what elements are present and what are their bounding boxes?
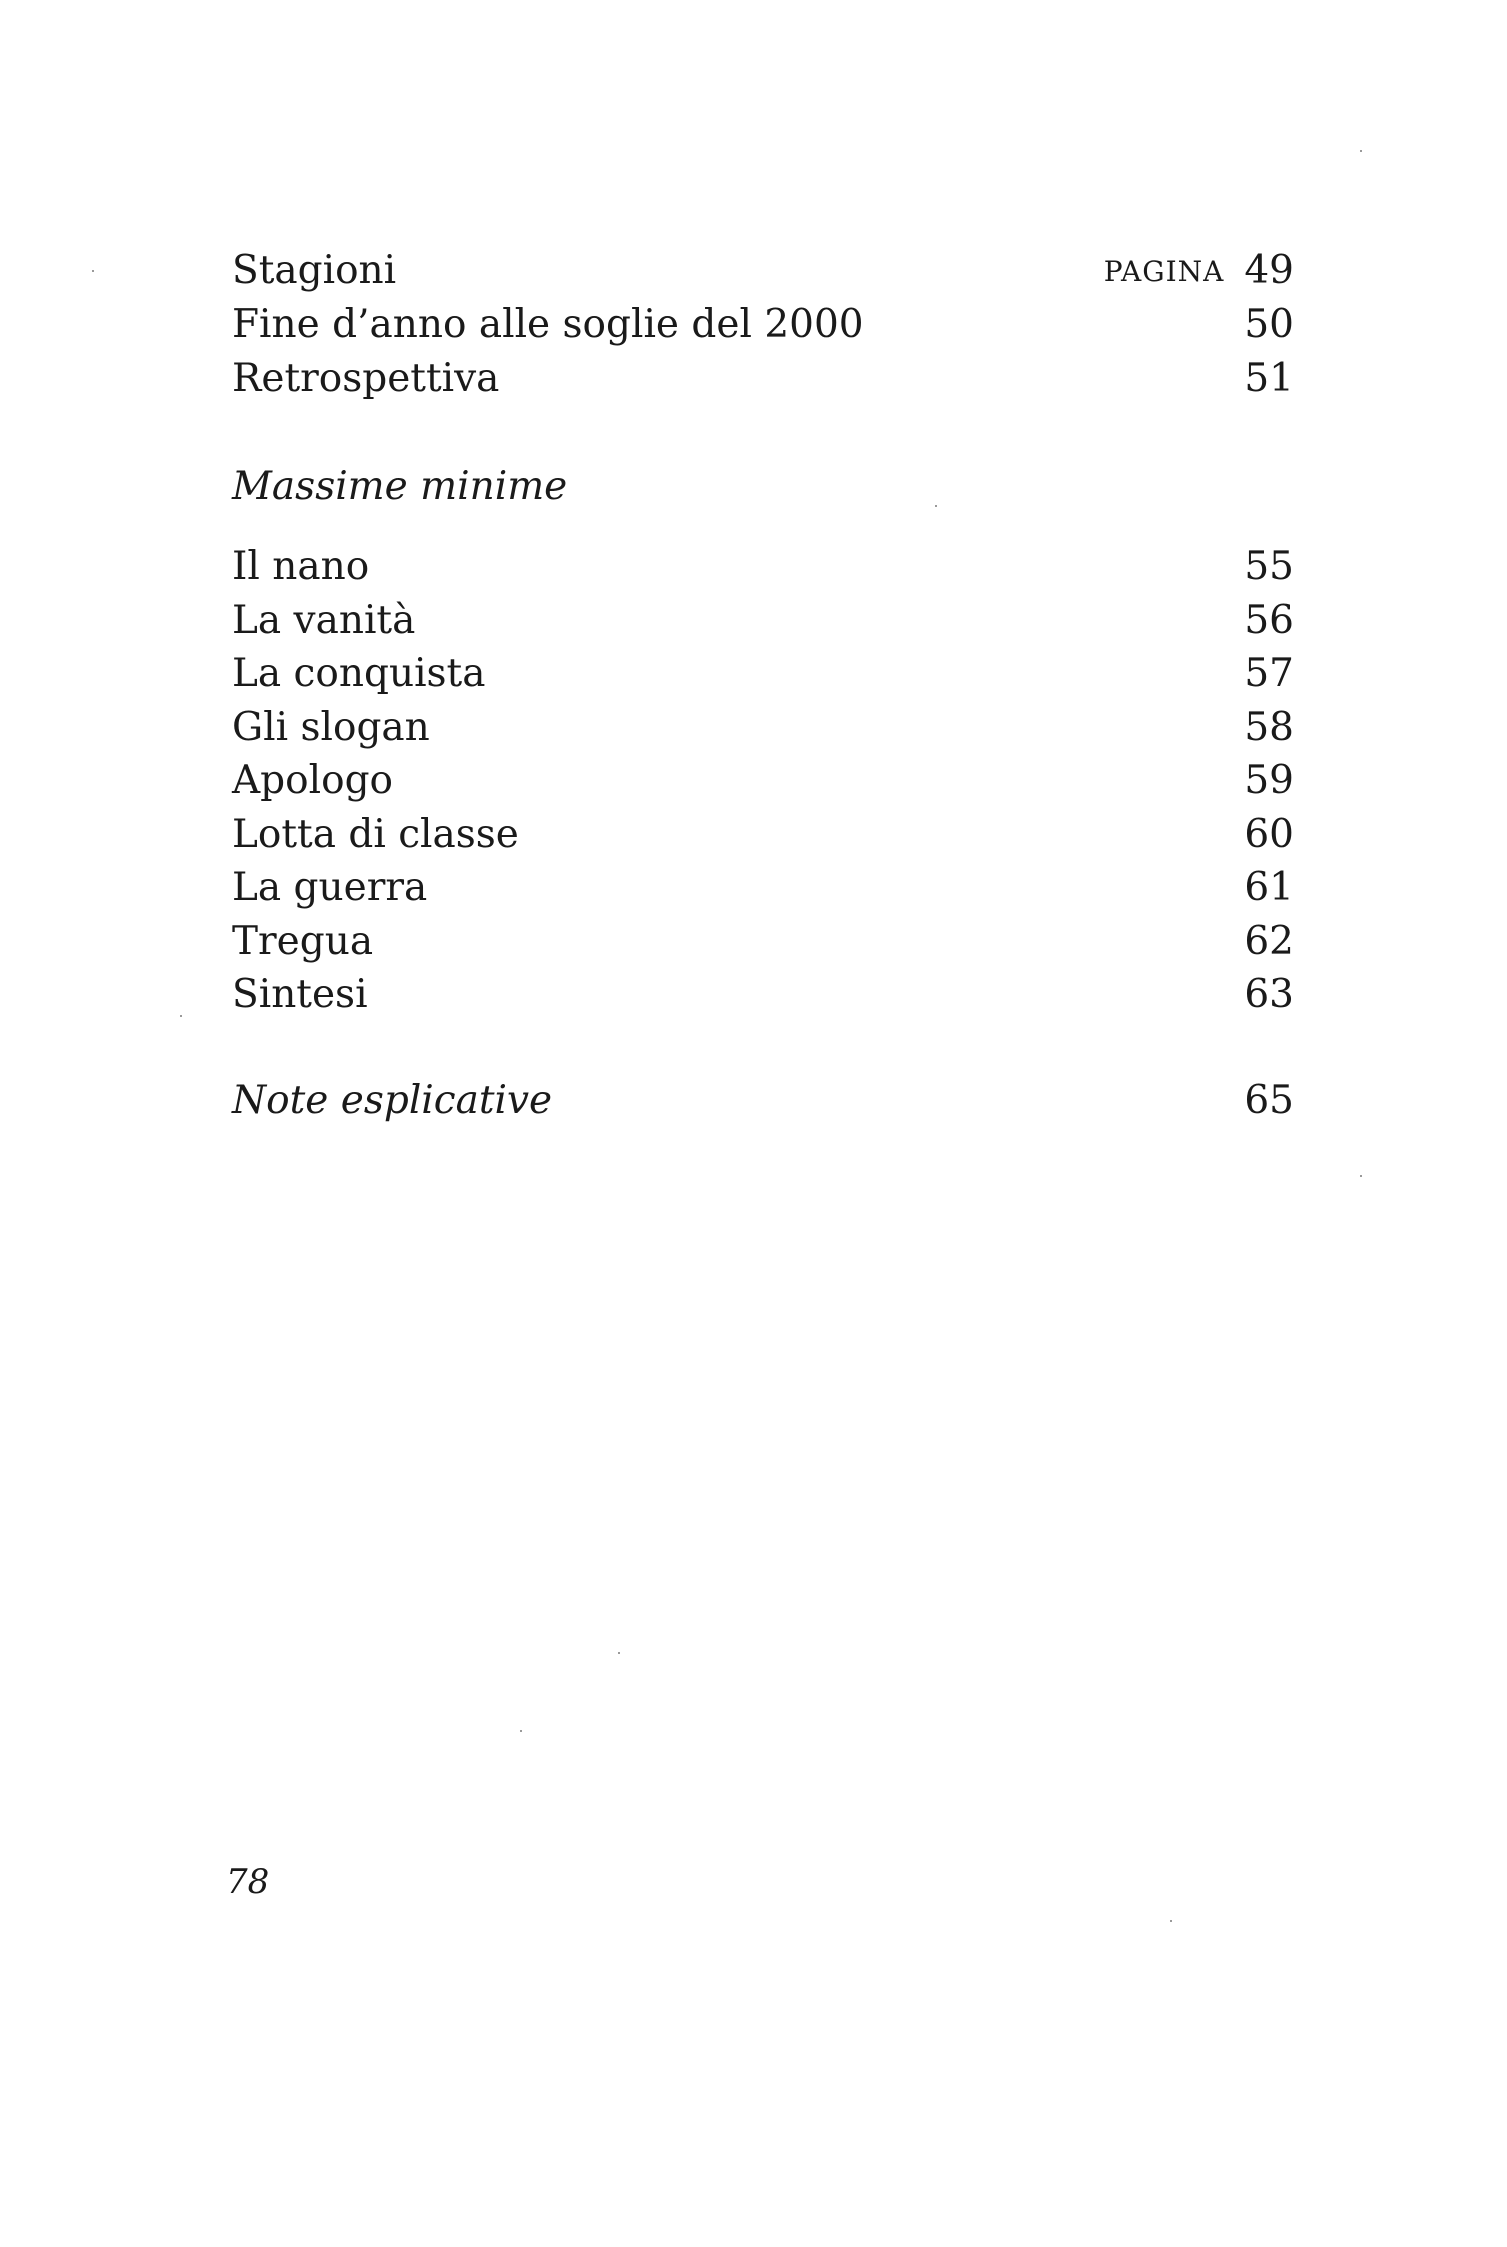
scan-speck — [92, 270, 94, 272]
scan-speck — [1170, 1920, 1172, 1922]
toc-entry — [232, 647, 1294, 701]
toc-entry — [232, 352, 1294, 406]
toc-entry-page-number: 60 — [1244, 812, 1294, 857]
toc-entry-page — [1104, 244, 1294, 299]
toc-entry-page-number: 62 — [1244, 919, 1294, 964]
toc-entry-page-number: 56 — [1244, 598, 1294, 643]
toc-entry-page-number: 59 — [1244, 758, 1294, 803]
toc-entry-title: Stagioni — [232, 248, 397, 293]
toc-entry — [232, 968, 1294, 1022]
toc-entry-title: La vanità — [232, 598, 416, 643]
toc-entry-page-number: 61 — [1244, 865, 1294, 910]
toc-entry-page-number: 51 — [1244, 356, 1294, 401]
toc-entry-title: La guerra — [232, 865, 428, 910]
toc-entry-page-number: 49 — [1244, 248, 1294, 293]
toc-entry-page-number: 55 — [1244, 544, 1294, 589]
toc-entry-title: Apologo — [232, 758, 394, 803]
toc-entry-page-number: 50 — [1244, 302, 1294, 347]
toc-entry-title: Retrospettiva — [232, 356, 500, 401]
scan-speck — [618, 1652, 620, 1654]
toc-section-heading — [232, 460, 1294, 514]
toc-entry — [232, 244, 1294, 298]
scan-speck — [180, 1015, 182, 1017]
section-heading-text: Massime minime — [232, 464, 568, 509]
toc-entry — [232, 594, 1294, 648]
toc-entry — [232, 540, 1294, 594]
toc-entry — [232, 808, 1294, 862]
toc-entry — [232, 701, 1294, 755]
toc-entry-page-number: 58 — [1244, 705, 1294, 750]
toc-entry-title: Lotta di classe — [232, 812, 519, 857]
toc-entry — [232, 915, 1294, 969]
toc-entry — [232, 861, 1294, 915]
toc-entry — [232, 298, 1294, 352]
page-prefix-label: PAGINA — [1103, 255, 1225, 288]
toc-notes-entry — [232, 1074, 1294, 1128]
toc-entry-title: Note esplicative — [232, 1078, 553, 1123]
scan-speck — [520, 1730, 522, 1732]
toc-entry-title: Tregua — [232, 919, 374, 964]
toc-entry-page-number: 65 — [1244, 1078, 1294, 1123]
toc-entry-page-number: 57 — [1244, 651, 1294, 696]
toc-entry-page-number: 63 — [1244, 972, 1294, 1017]
toc-entry-title: La conquista — [232, 651, 486, 696]
toc-entry-title: Fine d’anno alle soglie del 2000 — [232, 302, 864, 347]
toc-entry-title: Sintesi — [232, 972, 368, 1017]
page-number-folio: 78 — [226, 1862, 270, 1902]
scan-speck — [935, 505, 937, 507]
toc-entry-title: Gli slogan — [232, 705, 430, 750]
scan-speck — [1360, 150, 1362, 152]
toc-entry — [232, 754, 1294, 808]
scan-speck — [1360, 1175, 1362, 1177]
toc-entry-title: Il nano — [232, 544, 370, 589]
